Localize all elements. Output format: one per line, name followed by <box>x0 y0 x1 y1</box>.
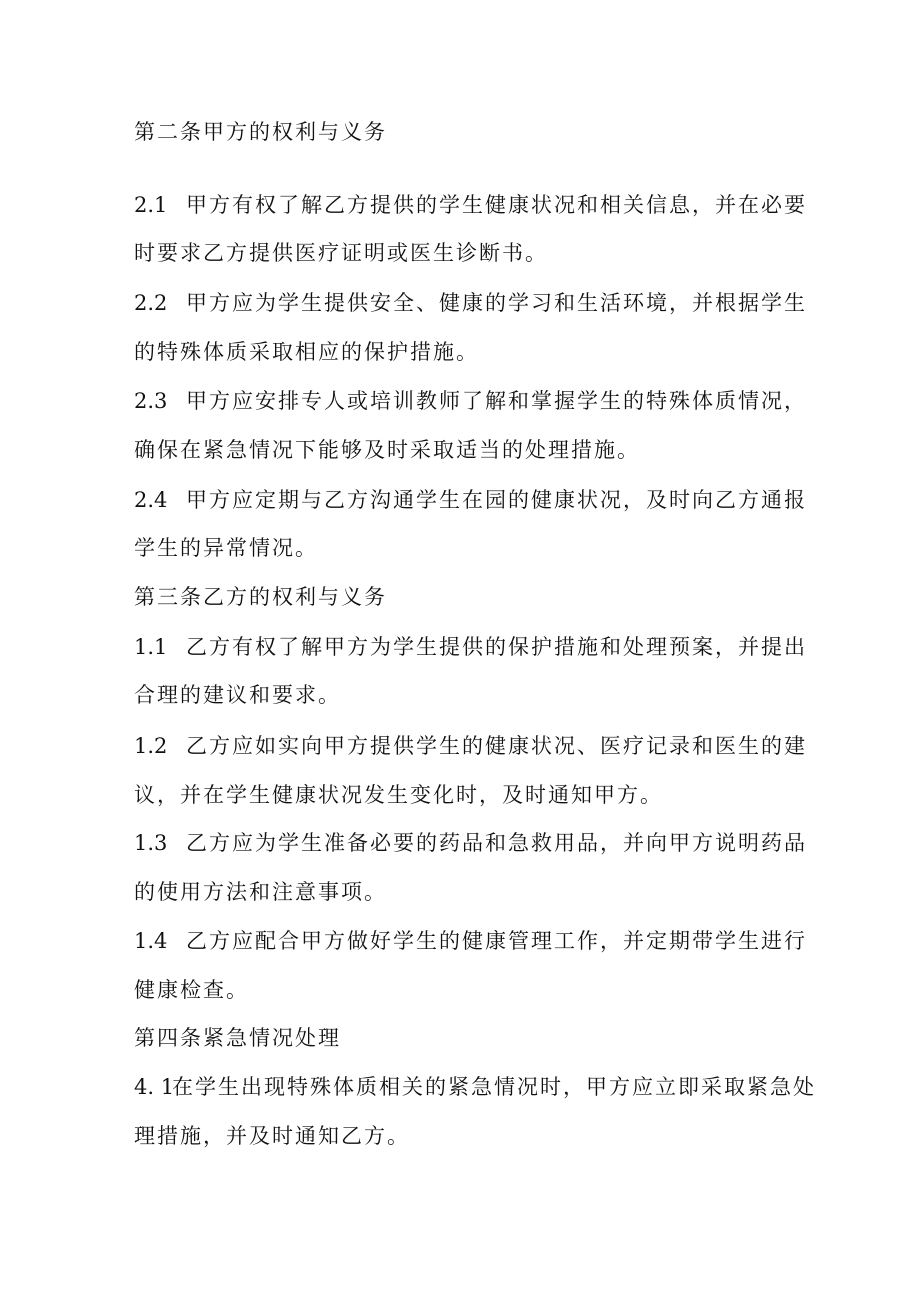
clause-2-4-line-2: 学生的异常情况。 <box>134 536 318 560</box>
clause-4-1-line-1 <box>134 1072 816 1102</box>
clause-1-1-line-2: 合理的建议和要求。 <box>134 683 341 707</box>
section-2-heading: 第二条甲方的权利与义务 <box>134 120 387 144</box>
clause-2-2-line-1 <box>134 288 807 318</box>
clause-2-2-line-2: 的特殊体质采取相应的保护措施。 <box>134 340 479 364</box>
clause-text: 在学生出现特殊体质相关的紧急情况时，甲方应立即采取紧急处 <box>172 1075 816 1099</box>
clause-number: 2.4 <box>134 488 168 512</box>
clause-2-3-line-2: 确保在紧急情况下能够及时采取适当的处理措施。 <box>134 438 640 462</box>
clause-1-2-line-2: 议，并在学生健康状况发生变化时，及时通知甲方。 <box>134 783 663 807</box>
clause-text: 甲方有权了解乙方提供的学生健康状况和相关信息，并在必要 <box>186 193 807 217</box>
clause-2-3-line-1 <box>134 386 807 416</box>
clause-text: 乙方应配合甲方做好学生的健康管理工作，并定期带学生进行 <box>186 929 807 953</box>
clause-text: 乙方有权了解甲方为学生提供的保护措施和处理预案，并提出 <box>186 635 807 659</box>
clause-1-2-line-1 <box>134 731 807 761</box>
clause-1-3-line-2: 的使用方法和注意事项。 <box>134 880 387 904</box>
clause-number: 1.1 <box>134 635 168 659</box>
clause-1-4-line-2: 健康检查。 <box>134 978 249 1002</box>
clause-number: 2.1 <box>134 193 168 217</box>
clause-number: 2.2 <box>134 291 168 315</box>
clause-2-1-line-2: 时要求乙方提供医疗证明或医生诊断书。 <box>134 241 548 265</box>
clause-number: 4. 1 <box>134 1075 175 1099</box>
clause-1-3-line-1 <box>134 828 807 858</box>
clause-number: 1.3 <box>134 831 168 855</box>
section-4-heading: 第四条紧急情况处理 <box>134 1026 341 1050</box>
clause-1-4-line-1 <box>134 926 807 956</box>
clause-number: 1.4 <box>134 929 168 953</box>
clause-2-4-line-1 <box>134 485 807 515</box>
clause-1-1-line-1 <box>134 632 807 662</box>
section-3-heading: 第三条乙方的权利与义务 <box>134 585 387 609</box>
clause-text: 甲方应安排专人或培训教师了解和掌握学生的特殊体质情况， <box>186 389 807 413</box>
clause-2-1-line-1 <box>134 190 807 220</box>
clause-text: 甲方应定期与乙方沟通学生在园的健康状况，及时向乙方通报 <box>186 488 807 512</box>
clause-text: 甲方应为学生提供安全、健康的学习和生活环境，并根据学生 <box>186 291 807 315</box>
clause-4-1-line-2: 理措施，并及时通知乙方。 <box>134 1124 410 1148</box>
clause-text: 乙方应如实向甲方提供学生的健康状况、医疗记录和医生的建 <box>186 734 807 758</box>
clause-number: 1.2 <box>134 734 168 758</box>
clause-number: 2.3 <box>134 389 168 413</box>
clause-text: 乙方应为学生准备必要的药品和急救用品，并向甲方说明药品 <box>186 831 807 855</box>
